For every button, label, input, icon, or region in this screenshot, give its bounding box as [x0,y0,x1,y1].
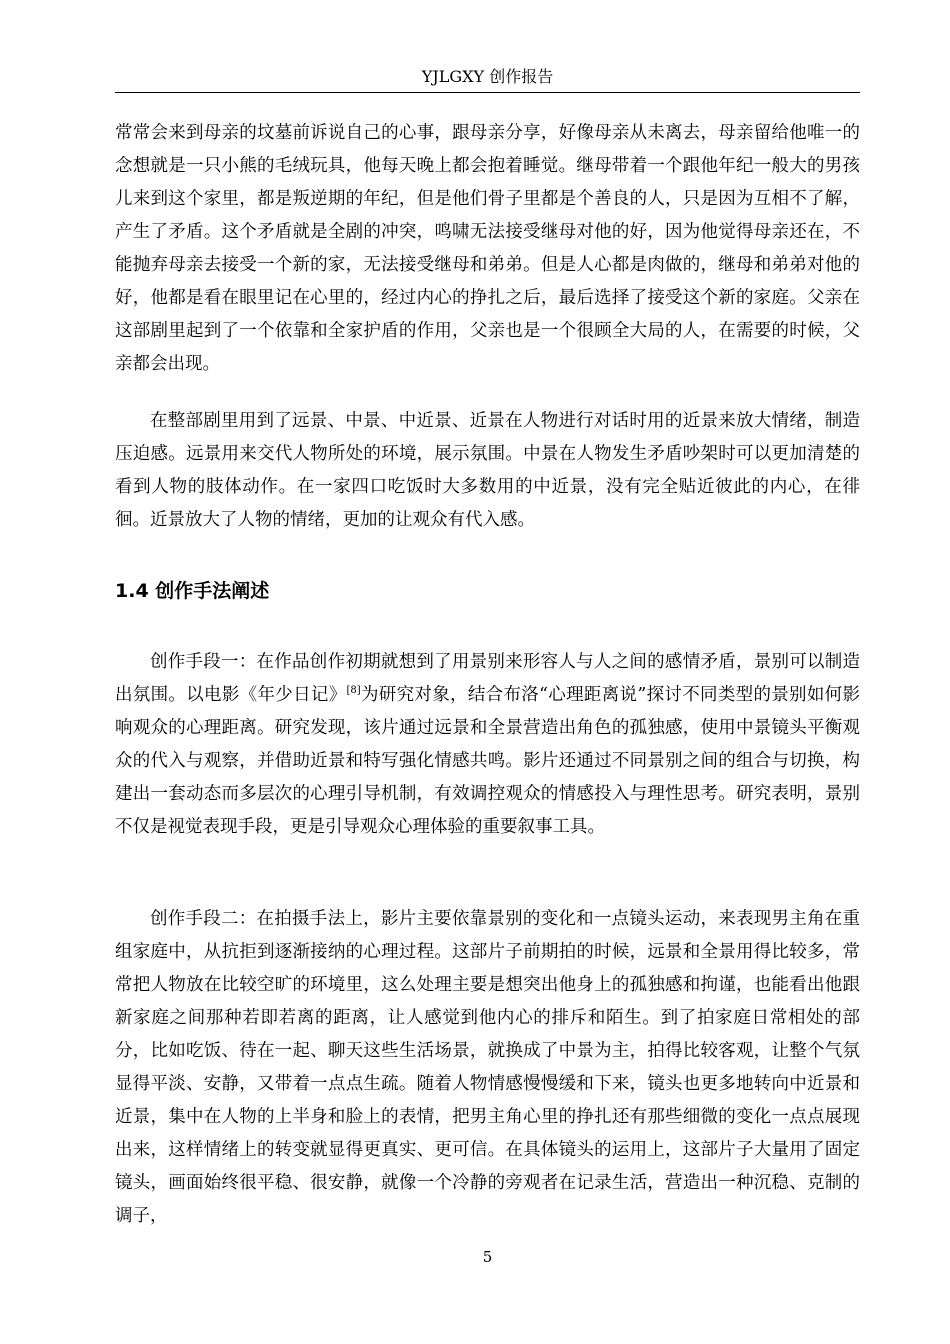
section-heading: 1.4 创作手法阐述 [115,580,270,602]
paragraph-continuation: 常常会来到母亲的坟墓前诉说自己的心事，跟母亲分享，好像母亲从未离去，母亲留给他唯一的念想就是一只小熊的毛绒玩具，他每天晚上都会抱着睡觉。继母带着一个跟他年纪一般大的男孩儿来到这个家里，都是叛逆期的年纪，但是他们骨子里都是个善良的人，只是因为互相不了解，产生了矛盾。这个矛盾就是全剧的冲突，鸣啸无法接受继母对他的好，因为他觉得母亲还在，不能抛弃母亲去接受一个新的家，无法接受继母和弟弟。但是人心都是肉做的，继母和弟弟对他的好，他都是看在眼里记在心里的，经过内心的挣扎之后，最后选择了接受这个新的家庭。父亲在这部剧里起到了一个依靠和全家护盾的作用，父亲也是一个很顾全大局的人，在需要的时候，父亲都会出现。 [115,123,860,374]
paragraph-technique-one [115,646,860,844]
citation-marker[interactable]: [8] [346,685,361,697]
page-number: 5 [482,1248,493,1266]
paragraph-technique-two: 创作手段二：在拍摄手法上，影片主要依靠景别的变化和一点镜头运动，来表现男主角在重组家庭中，从抗拒到逐渐接纳的心理过程。这部片子前期拍的时候，远景和全景用得比较多，常常把人物放在比较空旷的环境里，这么处理主要是想突出他身上的孤独感和拘谨，也能看出他跟新家庭之间那种若即若离的距离，让人感觉到他内心的排斥和陌生。到了拍家庭日常相处的部分，比如吃饭、待在一起、聊天这些生活场景，就换成了中景为主，拍得比较客观，让整个气氛显得平淡、安静，又带着一点点生疏。随着人物情感慢慢缓和下来，镜头也更多地转向中近景和近景，集中在人物的上半身和脸上的表情，把男主角心里的挣扎还有那些细微的变化一点点展现出来，这样情绪上的转变就显得更真实、更可信。在具体镜头的运用上，这部片子大量用了固定镜头，画面始终很平稳、很安静，就像一个冷静的旁观者在记录生活，营造出一种沉稳、克制的调子， [115,909,860,1226]
running-header: YJLGXY 创作报告 [421,67,554,86]
technique-one-text-b: 为研究对象，结合布洛“心理距离说”探讨不同类型的景别如何影响观众的心理距离。研究发现，该片通过远景和全景营造出角色的孤独感，使用中景镜头平衡观众的代入与观察，并借助近景和特写强化情感共鸣。影片还通过不同景别之间的组合与切换，构建出一套动态而多层次的心理引导机制，有效调控观众的情感投入与理性思考。研究表明，景别不仅是视觉表现手段，更是引导观众心理体验的重要叙事工具。 [115,685,860,837]
header-divider [115,92,860,93]
paragraph-shot-scales: 在整部剧里用到了远景、中景、中近景、近景在人物进行对话时用的近景来放大情绪，制造压迫感。远景用来交代人物所处的环境，展示氛围。中景在人物发生矛盾吵架时可以更加清楚的看到人物的肢体动作。在一家四口吃饭时大多数用的中近景，没有完全贴近彼此的内心，在徘徊。近景放大了人物的情绪，更加的让观众有代入感。 [115,411,860,530]
technique-one-text-a: 创作手段一：在作品创作初期就想到了用景别来形容人与人之间的感情矛盾，景别可以制造出氛围。以电影《年少日记》 [115,652,860,705]
